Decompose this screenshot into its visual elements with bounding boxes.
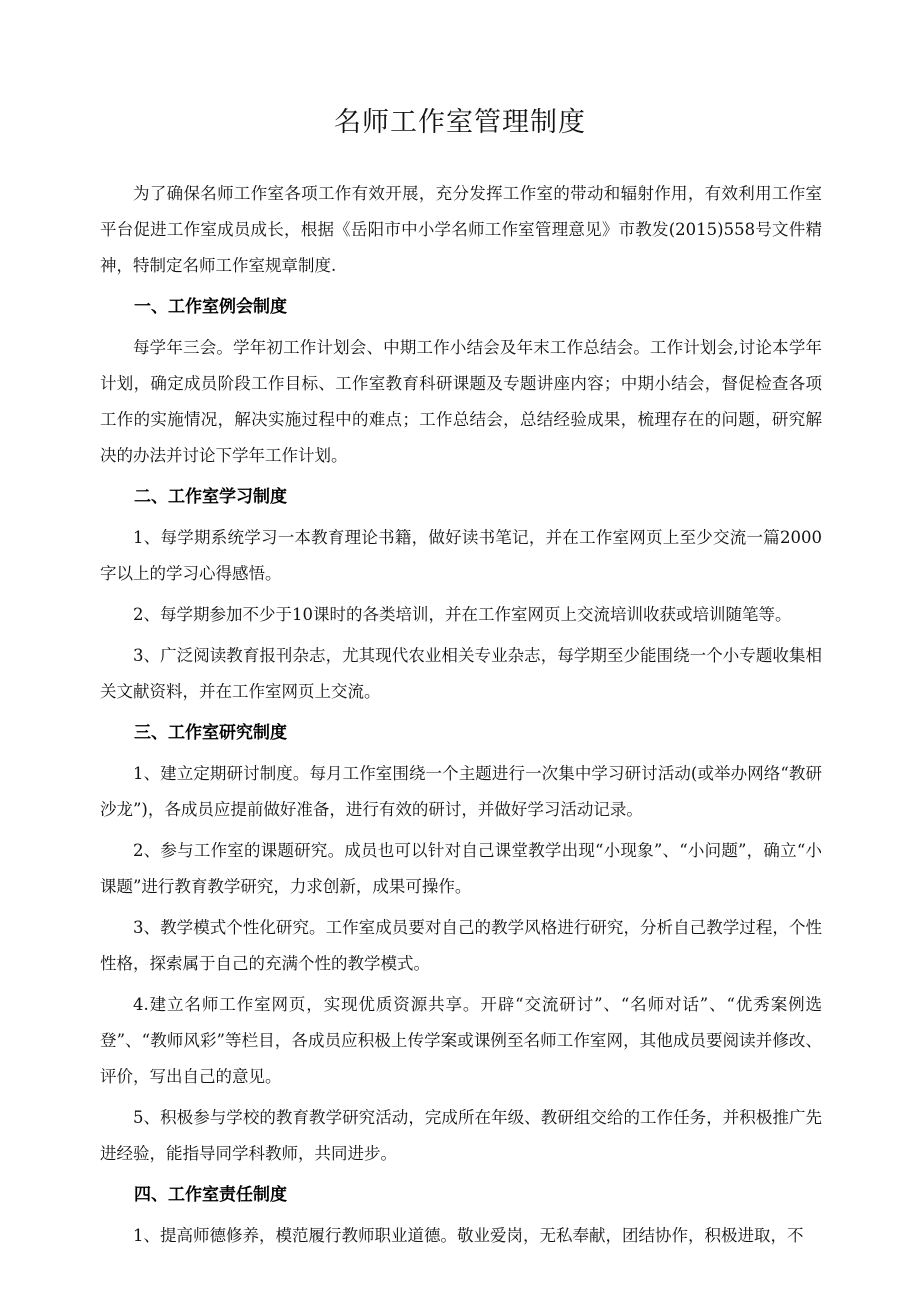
intro-paragraph: 为了确保名师工作室各项工作有效开展，充分发挥工作室的带动和辐射作用，有效利用工作室平台促进工作室成员成长，根据《岳阳市中小学名师工作室管理意见》市教发(2015)558号文件精神，特制定名师工作室规章制度.: [100, 184, 822, 275]
research-item-3: 3、教学模式个性化研究。工作室成员要对自己的教学风格进行研究，分析自己教学过程，个性性格，探索属于自己的充满个性的教学模式。: [100, 918, 822, 973]
document-body: [100, 176, 822, 1254]
meetings-paragraph: 每学年三会。学年初工作计划会、中期工作小结会及年末工作总结会。工作计划会,讨论本学年计划，确定成员阶段工作目标、工作室教育科研课题及专题讲座内容；中期小结会，督促检查各项工作的实施情况，解决实施过程中的难点；工作总结会，总结经验成果，梳理存在的问题，研究解决的办法并讨论下学年工作计划。: [100, 338, 822, 465]
research-item-1: 1、建立定期研讨制度。每月工作室围绕一个主题进行一次集中学习研讨活动(或举办网络“教研沙龙”)，各成员应提前做好准备，进行有效的研讨，并做好学习活动记录。: [100, 764, 822, 819]
section-heading-research: 三、工作室研究制度: [134, 723, 287, 743]
section-heading-meetings: 一、工作室例会制度: [134, 297, 287, 317]
research-item-2: 2、参与工作室的课题研究。成员也可以针对自己课堂教学出现“小现象”、“小问题”，确立“小课题”进行教育教学研究，力求创新，成果可操作。: [100, 841, 822, 896]
responsibility-item-1: 1、提高师德修养，模范履行教师职业道德。敬业爱岗，无私奉献，团结协作，积极进取，不: [133, 1226, 804, 1245]
research-item-5: 5、积极参与学校的教育教学研究活动，完成所在年级、教研组交给的工作任务，并积极推广先进经验，能指导同学科教师，共同进步。: [100, 1108, 822, 1163]
research-item-4: 4.建立名师工作室网页，实现优质资源共享。开辟“交流研讨”、“名师对话”、“优秀案例选登”、“教师风彩”等栏目，各成员应积极上传学案或课例至名师工作室网，其他成员要阅读并修改、评价，写出自己的意见。: [100, 995, 822, 1086]
section-heading-responsibility: 四、工作室责任制度: [134, 1185, 287, 1205]
document-title: 名师工作室管理制度: [334, 107, 586, 138]
study-item-2: 2、每学期参加不少于10课时的各类培训，并在工作室网页上交流培训收获或培训随笔等。: [133, 605, 792, 624]
section-heading-study: 二、工作室学习制度: [134, 487, 287, 507]
study-item-1: 1、每学期系统学习一本教育理论书籍，做好读书笔记，并在工作室网页上至少交流一篇2000字以上的学习心得感悟。: [100, 528, 822, 583]
study-item-3: 3、广泛阅读教育报刊杂志，尤其现代农业相关专业杂志，每学期至少能围绕一个小专题收集相关文献资料，并在工作室网页上交流。: [100, 646, 822, 701]
